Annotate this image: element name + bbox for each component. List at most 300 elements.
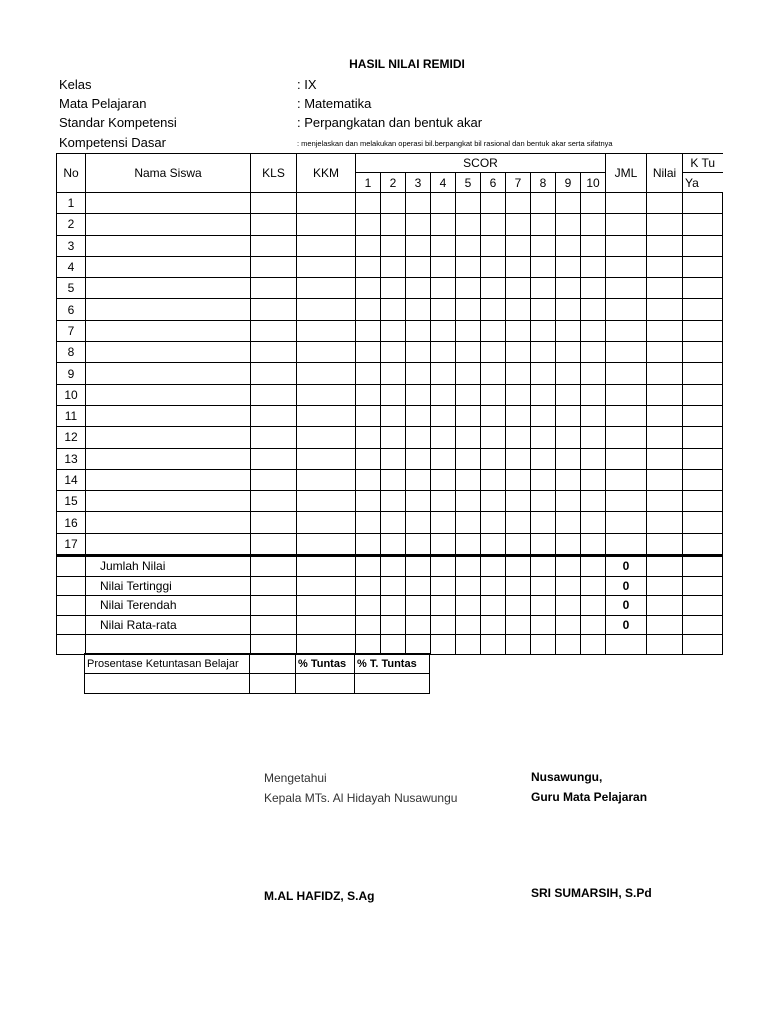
- row-number: 15: [57, 491, 86, 512]
- table-row: [57, 469, 723, 490]
- table-cell: [251, 635, 297, 655]
- percent-empty-cell: [250, 674, 296, 694]
- table-cell: [556, 615, 581, 635]
- table-cell: [531, 448, 556, 469]
- table-cell: [406, 193, 431, 214]
- table-cell: [683, 235, 723, 256]
- table-cell: [481, 491, 506, 512]
- table-cell: [86, 635, 251, 655]
- table-cell: [356, 635, 381, 655]
- table-cell: [456, 299, 481, 320]
- table-cell: [506, 576, 531, 596]
- table-cell: [406, 405, 431, 426]
- row-number: 3: [57, 235, 86, 256]
- summary-row: [57, 576, 723, 596]
- table-cell: [57, 615, 86, 635]
- table-cell: [606, 405, 647, 426]
- table-cell: [647, 384, 683, 405]
- percent-table: [84, 653, 430, 694]
- table-cell: [456, 214, 481, 235]
- table-cell: [356, 320, 381, 341]
- table-cell: [481, 615, 506, 635]
- table-cell: [456, 596, 481, 616]
- table-cell: [531, 556, 556, 577]
- summary-jml-value: 0: [606, 615, 647, 635]
- table-cell: [506, 384, 531, 405]
- summary-label: Nilai Tertinggi: [86, 576, 251, 596]
- table-cell: [251, 448, 297, 469]
- table-row: [57, 320, 723, 341]
- table-cell: [297, 635, 356, 655]
- table-cell: [406, 596, 431, 616]
- table-cell: [556, 448, 581, 469]
- table-cell: [456, 635, 481, 655]
- table-cell: [406, 556, 431, 577]
- table-cell: [431, 576, 456, 596]
- table-row: [57, 427, 723, 448]
- table-cell: [456, 278, 481, 299]
- table-cell: [606, 342, 647, 363]
- info-value-sk: : Perpangkatan dan bentuk akar: [297, 115, 483, 130]
- table-cell: [86, 363, 251, 384]
- table-cell: [506, 278, 531, 299]
- table-cell: [581, 491, 606, 512]
- table-cell: [606, 363, 647, 384]
- table-cell: [431, 512, 456, 533]
- table-cell: [647, 635, 683, 655]
- table-cell: [356, 299, 381, 320]
- table-cell: [356, 512, 381, 533]
- table-cell: [251, 278, 297, 299]
- table-cell: [406, 469, 431, 490]
- row-number: 10: [57, 384, 86, 405]
- table-cell: [456, 320, 481, 341]
- score-col-header: 5: [456, 173, 481, 193]
- table-cell: [683, 320, 723, 341]
- table-cell: [647, 405, 683, 426]
- table-cell: [86, 256, 251, 277]
- table-cell: [297, 469, 356, 490]
- table-cell: [481, 235, 506, 256]
- table-cell: [556, 635, 581, 655]
- sign-left-line2: Kepala MTs. Al Hidayah Nusawungu: [264, 791, 458, 805]
- table-cell: [531, 469, 556, 490]
- table-row: [57, 299, 723, 320]
- table-cell: [683, 556, 723, 577]
- table-cell: [297, 596, 356, 616]
- table-cell: [481, 448, 506, 469]
- table-cell: [456, 405, 481, 426]
- table-cell: [251, 576, 297, 596]
- table-cell: [683, 256, 723, 277]
- table-cell: [356, 363, 381, 384]
- row-number: 14: [57, 469, 86, 490]
- table-cell: [556, 363, 581, 384]
- table-cell: [86, 235, 251, 256]
- table-row: [57, 256, 723, 277]
- table-cell: [581, 278, 606, 299]
- table-cell: [647, 299, 683, 320]
- score-table: [56, 153, 723, 655]
- sign-right-name: SRI SUMARSIH, S.Pd: [531, 886, 652, 900]
- table-cell: [606, 320, 647, 341]
- info-value-kd: : menjelaskan dan melakukan operasi bil.berpangkat bil rasional dan bentuk akar serta sifatnya: [297, 139, 613, 148]
- table-cell: [406, 342, 431, 363]
- table-cell: [406, 491, 431, 512]
- table-cell: [356, 469, 381, 490]
- table-cell: [431, 556, 456, 577]
- table-cell: [431, 299, 456, 320]
- table-cell: [581, 235, 606, 256]
- table-cell: [556, 427, 581, 448]
- table-cell: [606, 299, 647, 320]
- table-cell: [556, 193, 581, 214]
- row-number: 12: [57, 427, 86, 448]
- table-cell: [581, 596, 606, 616]
- table-cell: [456, 615, 481, 635]
- header-ya: Ya: [683, 173, 723, 193]
- table-cell: [431, 193, 456, 214]
- table-cell: [481, 427, 506, 448]
- table-cell: [531, 363, 556, 384]
- table-cell: [406, 576, 431, 596]
- table-cell: [297, 278, 356, 299]
- table-cell: [647, 556, 683, 577]
- table-cell: [251, 469, 297, 490]
- table-cell: [381, 635, 406, 655]
- table-cell: [581, 512, 606, 533]
- table-cell: [297, 427, 356, 448]
- table-row: [57, 491, 723, 512]
- table-cell: [86, 384, 251, 405]
- table-cell: [251, 427, 297, 448]
- table-cell: [506, 320, 531, 341]
- table-cell: [683, 576, 723, 596]
- summary-row: [57, 596, 723, 616]
- table-row: [57, 278, 723, 299]
- table-cell: [406, 448, 431, 469]
- table-cell: [431, 384, 456, 405]
- table-cell: [606, 448, 647, 469]
- table-cell: [456, 512, 481, 533]
- table-cell: [297, 512, 356, 533]
- table-cell: [456, 342, 481, 363]
- table-cell: [506, 635, 531, 655]
- table-cell: [251, 384, 297, 405]
- table-cell: [406, 278, 431, 299]
- table-cell: [381, 427, 406, 448]
- score-col-header: 6: [481, 173, 506, 193]
- table-cell: [297, 363, 356, 384]
- table-cell: [581, 193, 606, 214]
- table-cell: [531, 491, 556, 512]
- info-value-kelas: : IX: [297, 77, 317, 92]
- table-cell: [406, 512, 431, 533]
- table-cell: [581, 299, 606, 320]
- table-cell: [86, 405, 251, 426]
- table-cell: [683, 299, 723, 320]
- table-cell: [581, 363, 606, 384]
- table-cell: [581, 448, 606, 469]
- table-cell: [251, 193, 297, 214]
- table-cell: [431, 405, 456, 426]
- table-cell: [431, 235, 456, 256]
- summary-row: [57, 556, 723, 577]
- table-cell: [556, 491, 581, 512]
- table-cell: [406, 427, 431, 448]
- table-cell: [431, 491, 456, 512]
- table-cell: [57, 556, 86, 577]
- table-cell: [683, 635, 723, 655]
- percent-kls-cell: [250, 654, 296, 674]
- table-cell: [406, 299, 431, 320]
- table-cell: [606, 469, 647, 490]
- table-cell: [456, 533, 481, 555]
- percent-empty-cell: [85, 674, 250, 694]
- table-cell: [647, 533, 683, 555]
- table-cell: [683, 384, 723, 405]
- table-cell: [506, 491, 531, 512]
- table-cell: [251, 615, 297, 635]
- table-cell: [356, 491, 381, 512]
- percent-tuntas: % Tuntas: [296, 654, 355, 674]
- table-cell: [531, 596, 556, 616]
- table-cell: [481, 635, 506, 655]
- table-cell: [381, 469, 406, 490]
- table-row: [57, 512, 723, 533]
- table-cell: [86, 299, 251, 320]
- header-nilai: Nilai: [647, 154, 683, 193]
- table-cell: [456, 235, 481, 256]
- table-cell: [297, 384, 356, 405]
- table-cell: [556, 596, 581, 616]
- table-cell: [356, 278, 381, 299]
- row-number: 13: [57, 448, 86, 469]
- table-cell: [381, 214, 406, 235]
- table-cell: [506, 235, 531, 256]
- score-col-header: 8: [531, 173, 556, 193]
- row-number: 7: [57, 320, 86, 341]
- table-cell: [506, 448, 531, 469]
- table-cell: [251, 556, 297, 577]
- row-number: 1: [57, 193, 86, 214]
- table-cell: [86, 193, 251, 214]
- table-cell: [251, 405, 297, 426]
- table-cell: [297, 235, 356, 256]
- table-cell: [86, 427, 251, 448]
- header-scor: SCOR: [356, 154, 606, 173]
- table-cell: [606, 214, 647, 235]
- table-cell: [531, 427, 556, 448]
- table-cell: [481, 193, 506, 214]
- table-cell: [506, 256, 531, 277]
- table-cell: [647, 320, 683, 341]
- table-cell: [506, 299, 531, 320]
- table-cell: [556, 235, 581, 256]
- table-cell: [556, 384, 581, 405]
- table-cell: [406, 615, 431, 635]
- table-cell: [556, 533, 581, 555]
- table-cell: [356, 533, 381, 555]
- sign-left-name: M.AL HAFIDZ, S.Ag: [264, 889, 375, 903]
- row-number: 5: [57, 278, 86, 299]
- table-cell: [297, 256, 356, 277]
- table-cell: [647, 278, 683, 299]
- table-cell: [456, 193, 481, 214]
- row-number: 17: [57, 533, 86, 555]
- table-cell: [647, 596, 683, 616]
- info-label-sk: Standar Kompetensi: [59, 115, 177, 130]
- table-cell: [481, 533, 506, 555]
- table-cell: [683, 469, 723, 490]
- table-cell: [556, 278, 581, 299]
- table-cell: [556, 556, 581, 577]
- table-cell: [506, 427, 531, 448]
- row-number: 11: [57, 405, 86, 426]
- table-cell: [356, 427, 381, 448]
- table-cell: [86, 448, 251, 469]
- percent-empty-cell: [355, 674, 430, 694]
- percent-tidak-tuntas: % T. Tuntas: [355, 654, 430, 674]
- table-cell: [506, 615, 531, 635]
- table-cell: [406, 320, 431, 341]
- table-cell: [581, 576, 606, 596]
- table-cell: [356, 556, 381, 577]
- table-cell: [606, 384, 647, 405]
- table-cell: [297, 615, 356, 635]
- table-cell: [481, 469, 506, 490]
- table-cell: [251, 320, 297, 341]
- table-cell: [531, 512, 556, 533]
- table-cell: [481, 342, 506, 363]
- table-cell: [57, 635, 86, 655]
- table-cell: [506, 214, 531, 235]
- table-cell: [431, 363, 456, 384]
- table-cell: [683, 596, 723, 616]
- table-cell: [456, 576, 481, 596]
- table-cell: [556, 320, 581, 341]
- table-cell: [581, 635, 606, 655]
- table-cell: [481, 512, 506, 533]
- table-cell: [431, 256, 456, 277]
- table-cell: [581, 214, 606, 235]
- table-cell: [481, 278, 506, 299]
- table-cell: [581, 469, 606, 490]
- table-cell: [297, 342, 356, 363]
- header-kls: KLS: [251, 154, 297, 193]
- header-jml: JML: [606, 154, 647, 193]
- table-cell: [481, 214, 506, 235]
- table-cell: [86, 278, 251, 299]
- table-cell: [531, 342, 556, 363]
- table-cell: [506, 512, 531, 533]
- table-cell: [606, 235, 647, 256]
- table-row: [57, 193, 723, 214]
- summary-row: [57, 615, 723, 635]
- table-row: [57, 405, 723, 426]
- table-cell: [297, 533, 356, 555]
- table-cell: [356, 576, 381, 596]
- table-cell: [381, 299, 406, 320]
- table-cell: [556, 342, 581, 363]
- table-cell: [406, 214, 431, 235]
- table-cell: [683, 214, 723, 235]
- table-cell: [356, 193, 381, 214]
- table-cell: [381, 533, 406, 555]
- table-cell: [531, 256, 556, 277]
- table-cell: [406, 384, 431, 405]
- table-cell: [406, 363, 431, 384]
- table-cell: [647, 235, 683, 256]
- table-cell: [297, 193, 356, 214]
- table-cell: [581, 556, 606, 577]
- row-number: 4: [57, 256, 86, 277]
- table-cell: [381, 256, 406, 277]
- table-cell: [606, 256, 647, 277]
- table-cell: [581, 615, 606, 635]
- table-cell: [683, 405, 723, 426]
- table-cell: [606, 512, 647, 533]
- info-label-kd: Kompetensi Dasar: [59, 135, 166, 150]
- table-cell: [581, 320, 606, 341]
- table-cell: [381, 512, 406, 533]
- summary-jml-value: 0: [606, 576, 647, 596]
- table-cell: [356, 256, 381, 277]
- table-cell: [431, 342, 456, 363]
- table-cell: [531, 214, 556, 235]
- row-number: 6: [57, 299, 86, 320]
- table-cell: [556, 405, 581, 426]
- table-cell: [356, 596, 381, 616]
- header-kkm: KKM: [297, 154, 356, 193]
- table-cell: [683, 448, 723, 469]
- table-cell: [531, 299, 556, 320]
- percent-label: Prosentase Ketuntasan Belajar: [85, 654, 250, 674]
- table-cell: [531, 533, 556, 555]
- table-cell: [647, 363, 683, 384]
- header-ktuntas: K Tu: [683, 154, 723, 173]
- summary-jml-value: 0: [606, 596, 647, 616]
- table-cell: [531, 235, 556, 256]
- table-cell: [356, 235, 381, 256]
- table-cell: [431, 448, 456, 469]
- table-row: [57, 342, 723, 363]
- table-cell: [481, 596, 506, 616]
- table-cell: [647, 512, 683, 533]
- table-row: [57, 214, 723, 235]
- table-cell: [381, 576, 406, 596]
- table-cell: [683, 193, 723, 214]
- table-cell: [581, 384, 606, 405]
- table-cell: [356, 615, 381, 635]
- table-cell: [381, 615, 406, 635]
- table-cell: [481, 320, 506, 341]
- table-cell: [251, 342, 297, 363]
- table-cell: [431, 278, 456, 299]
- document-title: HASIL NILAI REMIDI: [349, 57, 465, 71]
- table-cell: [86, 320, 251, 341]
- table-cell: [481, 556, 506, 577]
- table-cell: [381, 384, 406, 405]
- table-cell: [86, 342, 251, 363]
- table-row: [57, 448, 723, 469]
- summary-jml-value: 0: [606, 556, 647, 577]
- percent-empty-cell: [296, 674, 355, 694]
- table-cell: [647, 214, 683, 235]
- row-number: 16: [57, 512, 86, 533]
- table-cell: [683, 427, 723, 448]
- table-cell: [556, 469, 581, 490]
